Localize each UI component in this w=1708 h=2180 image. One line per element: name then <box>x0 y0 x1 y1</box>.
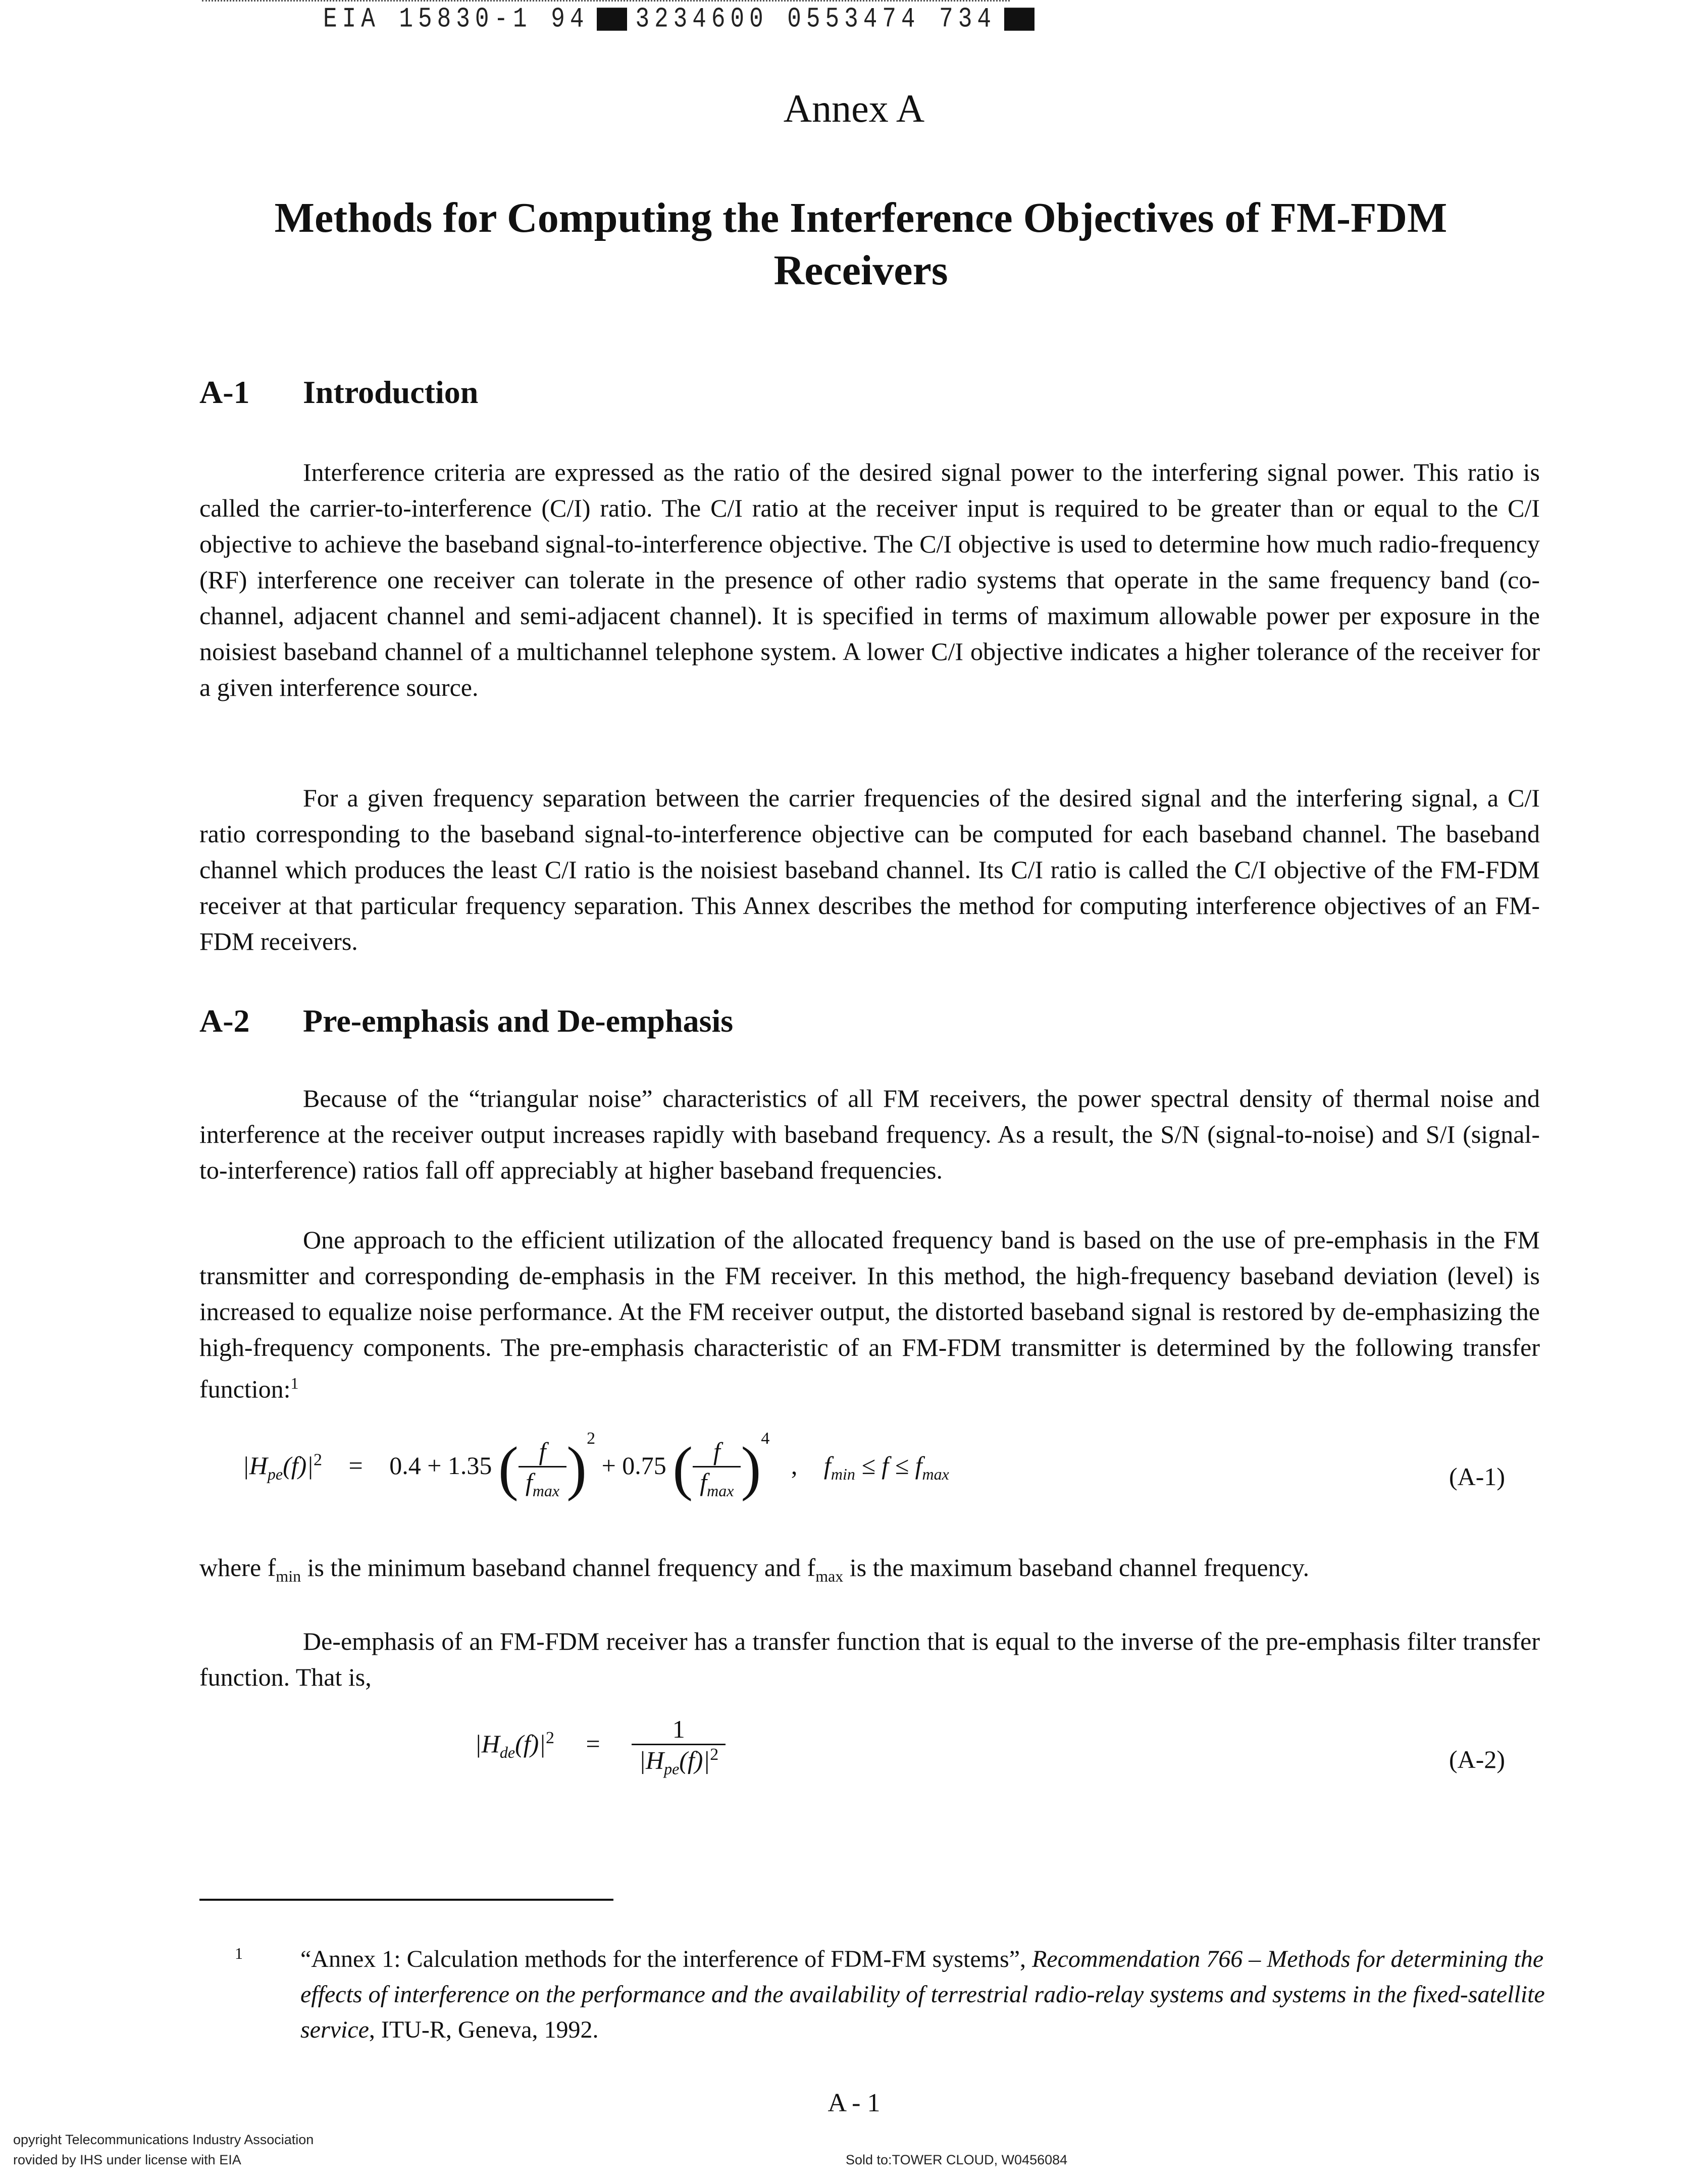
scan-block-mark <box>1004 8 1034 31</box>
frac-den-sub: pe <box>664 1759 680 1778</box>
section-heading-a2 <box>199 1002 733 1040</box>
footnote-italic-title: Recommendation 766 – Methods for determining the effects of interference on the performance and the availability of terrestrial radio-relay systems and systems in the fixed-satellite service <box>300 1946 1545 2043</box>
section-heading-a1 <box>199 374 478 411</box>
frac-den-h: |H <box>639 1746 664 1775</box>
frac-den <box>632 1745 726 1779</box>
fraction-f-over-fmax <box>693 1437 741 1500</box>
scan-artifact-rule <box>202 0 1010 3</box>
where-line <box>199 1553 1309 1586</box>
equation-number-a2: (A-2) <box>1449 1745 1506 1773</box>
page-title: Methods for Computing the Interference Objectives of FM-FDM Receivers <box>274 194 1447 294</box>
footer-sold-to: Sold to:TOWER CLOUD, W0456084 <box>846 2152 1068 2167</box>
frac-den-sub: max <box>707 1481 734 1500</box>
eq-equals: = <box>348 1451 363 1480</box>
paragraph-text: One approach to the efficient utilization of the allocated frequency band is based on the use of pre-emphasis in the FM transmitter and corresponding de-emphasis in the FM receiver. In this method, the high-frequency baseband deviation (level) is increased to equalize noise performance. At the FM receiver output, the distorted baseband signal is restored by de-emphasizing the high-frequency components. The pre-emphasis characteristic of an FM-FDM transmitter is determined by the following transfer function: <box>199 1226 1540 1403</box>
range-mid: ≤ f ≤ f <box>855 1451 922 1480</box>
paren-open: ( <box>498 1434 519 1502</box>
frac-den-sub: max <box>532 1481 560 1500</box>
section-number: A-1 <box>199 374 250 410</box>
equation-number-a1: (A-1) <box>1449 1462 1506 1491</box>
paren-close: ) <box>741 1434 761 1502</box>
eq-lhs-arg: (f)| <box>515 1729 546 1758</box>
paren-open: ( <box>672 1434 693 1502</box>
page-number: A - 1 <box>827 2089 881 2117</box>
footer-provided: rovided by IHS under license with EIA <box>13 2152 241 2167</box>
footnote-quoted: “Annex 1: Calculation methods for the interference of FDM-FM systems”, <box>300 1946 1032 1972</box>
section-number: A-2 <box>199 1003 250 1039</box>
scan-block-mark <box>597 8 627 31</box>
scan-header <box>323 4 1043 35</box>
eq-lhs-arg: (f)| <box>283 1451 314 1480</box>
range-max: max <box>922 1465 949 1483</box>
fraction-f-over-fmax <box>519 1437 566 1500</box>
equation-a1: $|H_{pe}(f)|^2 = 0.4 + 1.35$ ( $\frac{f}{f_{max}}$ )$^2$ + 0.75 ( $\frac{f}{f_{max}}$ )$^4$ , $f_{min} \le f \le f_{max}$ <box>242 1429 949 1502</box>
footnote-ref: 1 <box>290 1374 299 1392</box>
equation-a2 <box>475 1714 726 1779</box>
eq-lhs: |H <box>242 1451 268 1480</box>
eq-coeff-1: 0.4 + 1.35 <box>389 1451 492 1480</box>
eq-range <box>823 1451 949 1483</box>
eq-equals: = <box>586 1729 600 1758</box>
frac-num: f <box>693 1437 741 1467</box>
eq-coeff-2: + 0.75 <box>601 1451 666 1480</box>
eq-lhs-pow: 2 <box>546 1729 554 1748</box>
footnote-tail: , ITU-R, Geneva, 1992. <box>369 2016 599 2043</box>
where-c: is the maximum baseband channel frequency. <box>843 1553 1310 1582</box>
where-a: where f <box>199 1553 276 1582</box>
fraction-inverse <box>632 1714 726 1779</box>
where-b: is the minimum baseband channel frequency and f <box>301 1553 816 1582</box>
frac-den-f: f <box>700 1467 707 1496</box>
paragraph-intro-2: For a given frequency separation between the carrier frequencies of the desired signal and the interfering signal, a C/I ratio corresponding to the baseband signal-to-interference objective can be computed for each baseband channel. The baseband channel which produces the least C/I ratio is the noisiest baseband channel. Its C/I ratio is called the C/I objective of the FM-FDM receiver at that particular frequency separation. This Annex describes the method for computing interference objectives of an FM-FDM receivers. <box>199 784 1540 955</box>
frac-den-pow: 2 <box>710 1745 719 1764</box>
section-title: Pre-emphasis and De-emphasis <box>303 1003 734 1039</box>
range-min: min <box>831 1465 855 1483</box>
frac-den-f: f <box>525 1467 533 1496</box>
range-f: f <box>823 1451 831 1480</box>
eq-lhs-pow: 2 <box>314 1450 322 1469</box>
footnote-text <box>300 1942 1547 2048</box>
frac-num: 1 <box>632 1714 726 1745</box>
where-a-sub: min <box>276 1567 301 1585</box>
eq-lhs: |H <box>475 1729 500 1758</box>
section-title: Introduction <box>303 374 479 410</box>
frac-den-arg: (f)| <box>679 1746 710 1775</box>
where-b-sub: max <box>815 1567 844 1585</box>
footnote-divider <box>199 1899 613 1901</box>
paragraph-preemph-1: Because of the “triangular noise” characteristics of all FM receivers, the power spectral density of thermal noise and interference at the receiver output increases rapidly with baseband frequency. As a result, the S/N (signal-to-noise) and S/I (signal-to-interference) ratios fall off appreciably at higher baseband frequencies. <box>199 1084 1540 1184</box>
eq-pow-2: 2 <box>587 1429 596 1448</box>
paren-close: ) <box>566 1434 587 1502</box>
frac-num: f <box>519 1437 566 1467</box>
eq-lhs-sub: de <box>499 1743 515 1761</box>
frac-den <box>519 1467 566 1500</box>
paragraph-preemph-2 <box>199 1222 1540 1407</box>
paragraph-deemph: De-emphasis of an FM-FDM receiver has a transfer function that is equal to the inverse of the pre-emphasis filter transfer function. That is, <box>199 1627 1540 1691</box>
paragraph-intro-1: Interference criteria are expressed as the ratio of the desired signal power to the interfering signal power. This ratio is called the carrier-to-interference (C/I) ratio. The C/I ratio at the receiver input is required to be greater than or equal to the C/I objective to achieve the baseband signal-to-interference objective. The C/I objective is used to determine how much radio-frequency (RF) interference one receiver can tolerate in the presence of other radio systems that operate in the same frequency band (co-channel, adjacent channel and semi-adjacent channel). It is specified in terms of maximum allowable power per exposure in the noisiest baseband channel of a multichannel telephone system. A lower C/I objective indicates a higher tolerance of the receiver for a given interference source. <box>199 458 1540 701</box>
footnote-mark: 1 <box>235 1944 243 1962</box>
scan-header-code: EIA 15830-1 94 <box>323 3 589 35</box>
eq-lhs-sub: pe <box>267 1465 283 1483</box>
frac-den <box>693 1467 741 1500</box>
eq-pow-4: 4 <box>761 1429 770 1448</box>
scan-header-barcode: 3234600 0553474 734 <box>635 3 996 35</box>
annex-title: Annex A <box>783 86 925 130</box>
footer-copyright: opyright Telecommunications Industry Association <box>13 2132 314 2147</box>
